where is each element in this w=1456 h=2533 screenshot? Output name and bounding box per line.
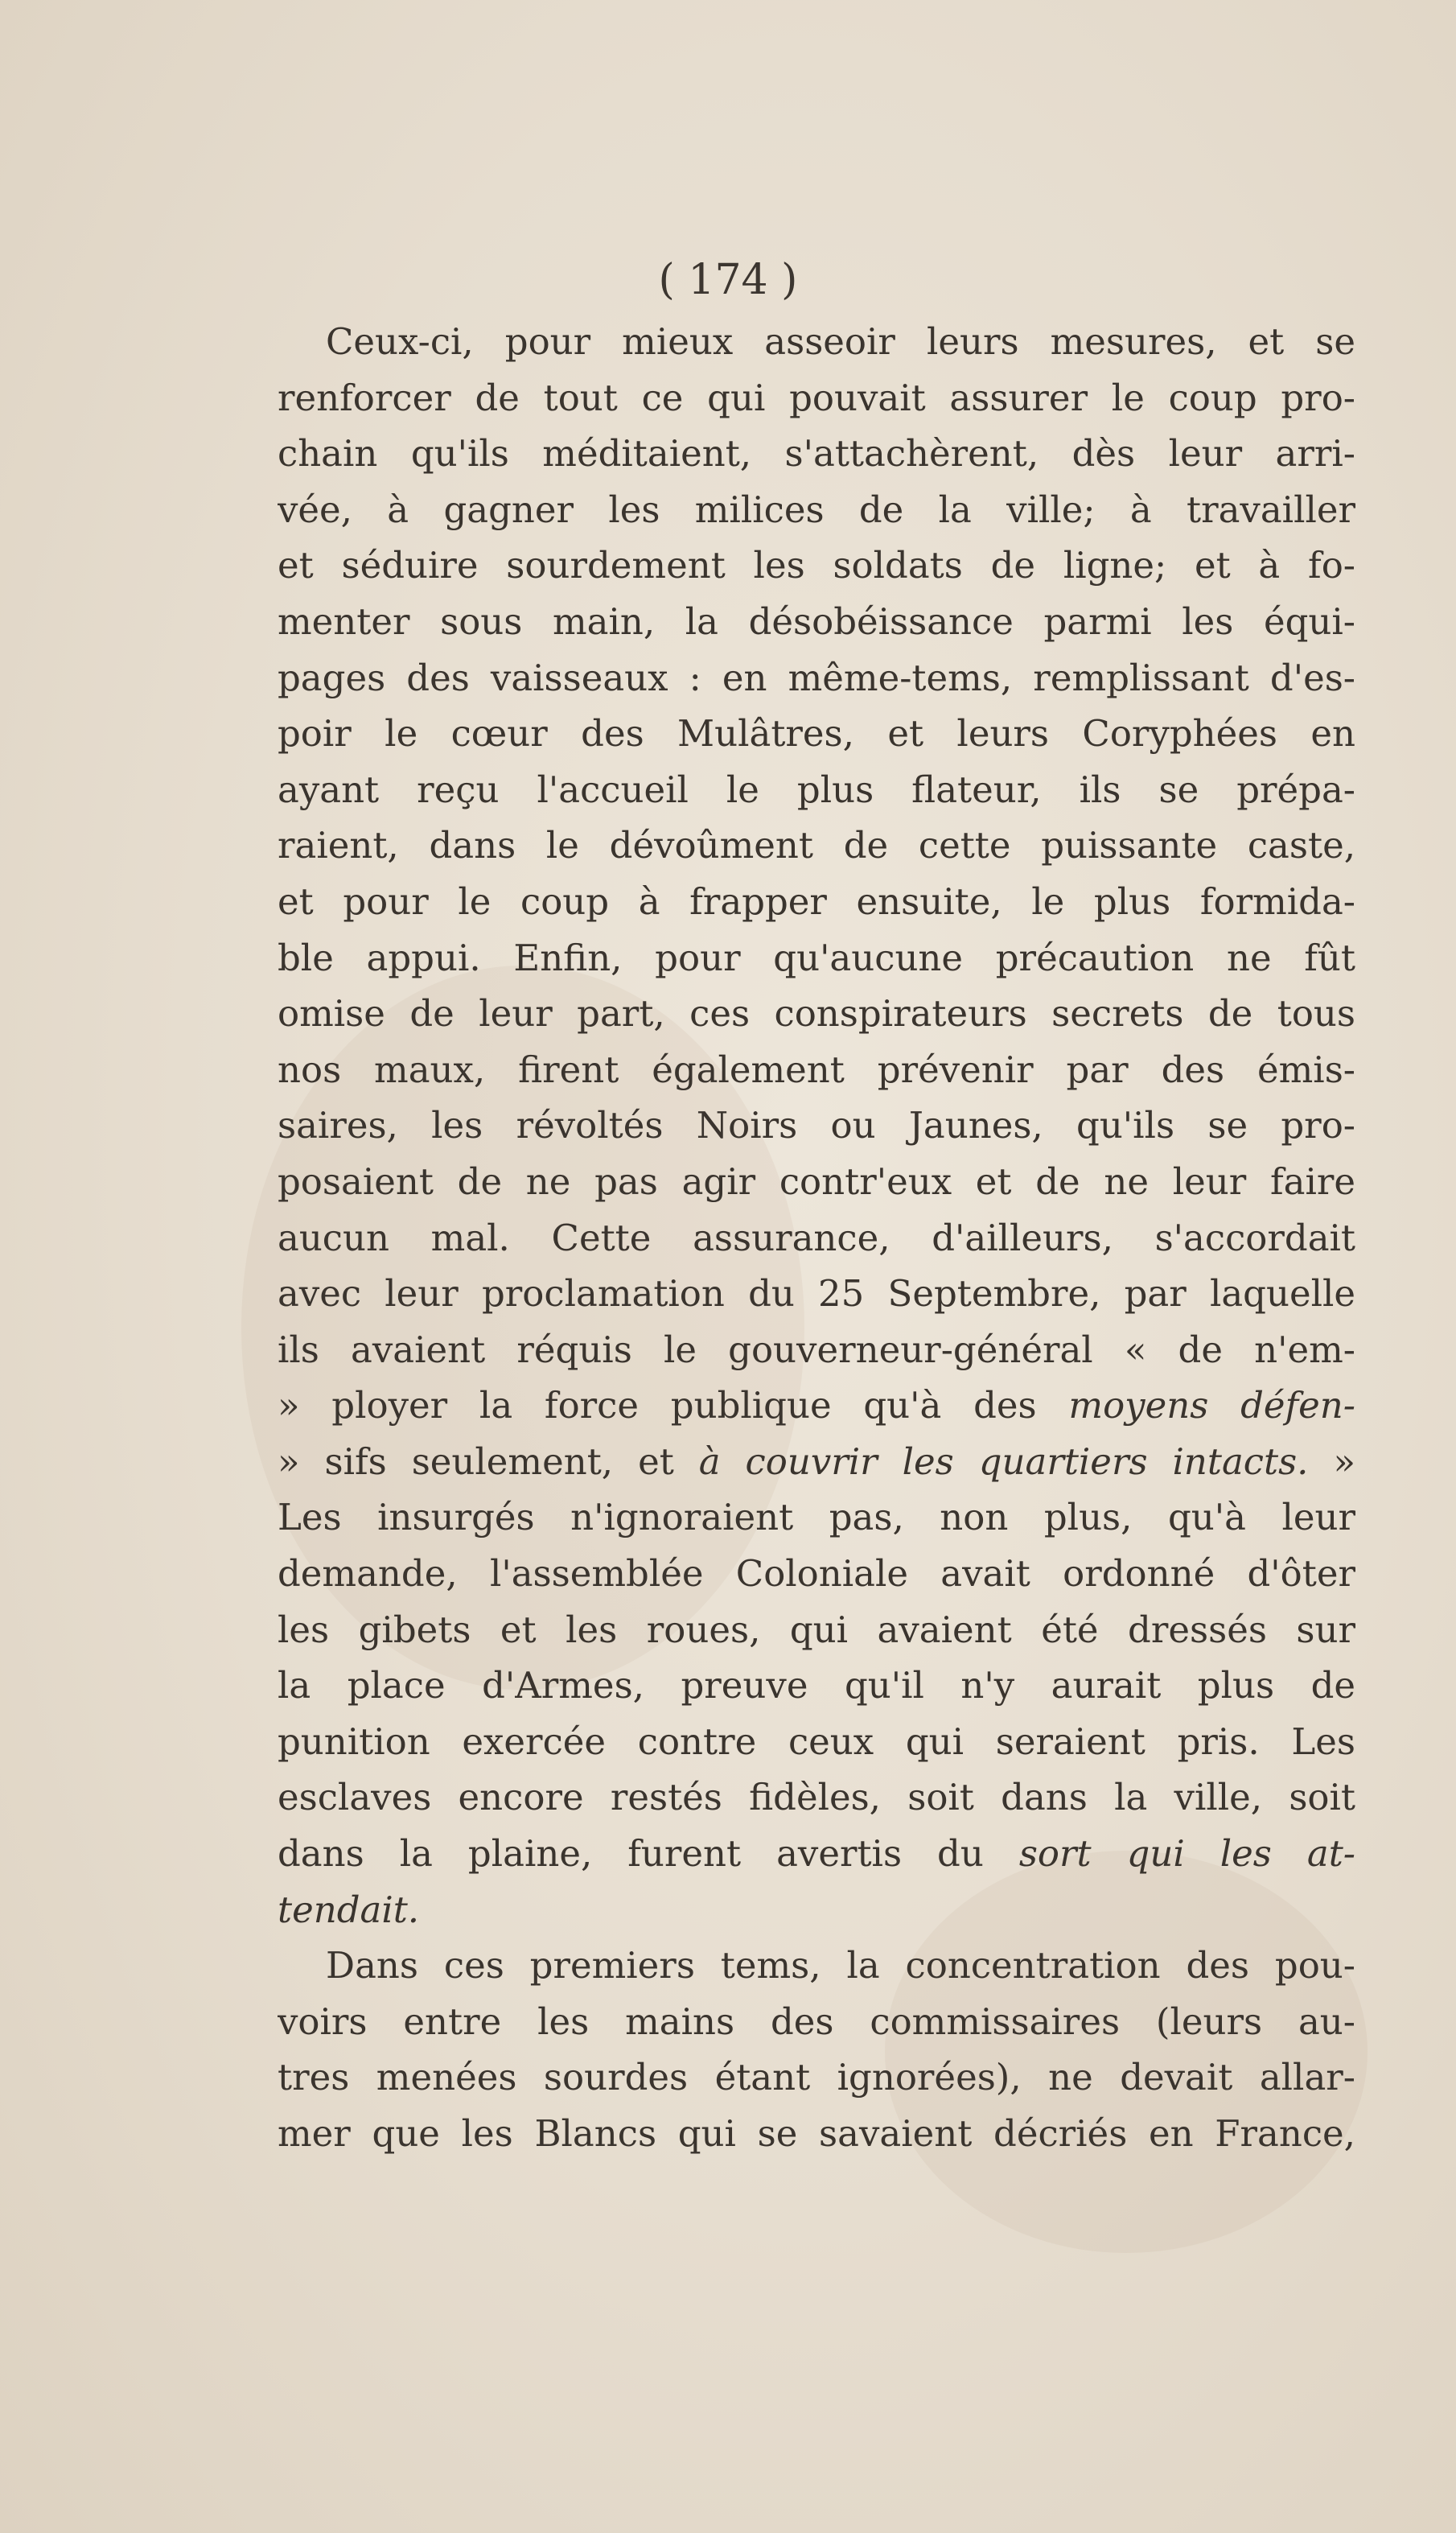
text-line xyxy=(278,2049,1355,2106)
line-text: menter sous main, la désobéissance parmi les équi- xyxy=(278,599,1355,643)
text-line xyxy=(278,1826,1355,1882)
line-text: ayant reçu l'accueil le plus flateur, ils se prépa- xyxy=(278,768,1355,811)
text-line xyxy=(278,650,1355,706)
text-line xyxy=(278,314,1355,370)
line-text: omise de leur part, ces conspirateurs secrets de tous xyxy=(278,992,1355,1036)
line-text: raient, dans le dévoûment de cette puissante caste, xyxy=(278,824,1355,867)
text-line xyxy=(278,1489,1355,1546)
text-line xyxy=(278,1602,1355,1658)
text-line xyxy=(278,1434,1355,1490)
line-text: dans la plaine, furent avertis du xyxy=(278,1832,1019,1876)
text-line xyxy=(278,930,1355,986)
text-line xyxy=(278,818,1355,874)
line-text: et pour le coup à frapper ensuite, le plus formida- xyxy=(278,879,1355,923)
italic-text: moyens défen- xyxy=(1068,1384,1355,1427)
line-text: aucun mal. Cette assurance, d'ailleurs, s'accordait xyxy=(278,1216,1355,1259)
line-text: avec leur proclamation du 25 Septembre, par laquelle xyxy=(278,1272,1355,1316)
text-line xyxy=(278,762,1355,818)
text-line xyxy=(278,1154,1355,1210)
line-text: et séduire sourdement les soldats de ligne; et à fo- xyxy=(278,544,1355,587)
text-line xyxy=(278,1994,1355,2050)
line-text: pages des vaisseaux : en même-tems, remplissant d'es- xyxy=(278,656,1355,699)
line-text: posaient de ne pas agir contr'eux et de ne leur faire xyxy=(278,1159,1355,1203)
text-line xyxy=(278,482,1355,538)
line-text: demande, l'assemblée Coloniale avait ordonné d'ôter xyxy=(278,1552,1355,1596)
text-line xyxy=(278,1546,1355,1602)
line-text: ils avaient réquis le gouverneur-général « de n'em- xyxy=(278,1328,1355,1371)
line-text: ble appui. Enfin, pour qu'aucune précaution ne fût xyxy=(278,936,1355,979)
text-line xyxy=(278,1938,1355,1994)
line-text: poir le cœur des Mulâtres, et leurs Coryphées en xyxy=(278,712,1355,756)
line-text: mer que les Blancs qui se savaient décriés en France, xyxy=(278,2112,1355,2155)
line-text: Dans ces premiers tems, la concentration des pou- xyxy=(326,1944,1355,1987)
page-number: ( 174 ) xyxy=(658,256,798,304)
text-line xyxy=(278,1266,1355,1322)
line-text: nos maux, firent également prévenir par des émis- xyxy=(278,1048,1355,1091)
text-line xyxy=(278,1658,1355,1714)
text-line xyxy=(278,986,1355,1042)
line-text: voirs entre les mains des commissaires (leurs au- xyxy=(278,2000,1355,2043)
text-line xyxy=(278,2106,1355,2162)
text-line xyxy=(278,1322,1355,1378)
body-text xyxy=(278,314,1355,2162)
line-text: renforcer de tout ce qui pouvait assurer le coup pro- xyxy=(278,376,1355,419)
line-text: » ployer la force publique qu'à des xyxy=(278,1384,1069,1427)
italic-text: tendait. xyxy=(278,1888,420,1931)
text-line xyxy=(278,1042,1355,1098)
text-line xyxy=(278,370,1355,426)
line-text: esclaves encore restés fidèles, soit dans la ville, soit xyxy=(278,1776,1355,1819)
line-text: tres menées sourdes étant ignorées), ne devait allar- xyxy=(278,2056,1355,2099)
text-line xyxy=(278,1769,1355,1826)
line-text: vée, à gagner les milices de la ville; à travailler xyxy=(278,488,1355,531)
italic-text: à couvrir les quartiers intacts. xyxy=(698,1439,1309,1483)
text-line xyxy=(278,1098,1355,1154)
text-line xyxy=(278,1210,1355,1266)
text-line xyxy=(278,1378,1355,1434)
line-text-after: » xyxy=(1308,1439,1355,1483)
line-text: la place d'Armes, preuve qu'il n'y aurait plus de xyxy=(278,1664,1355,1707)
text-line xyxy=(278,426,1355,482)
text-line xyxy=(278,594,1355,650)
text-line xyxy=(278,874,1355,930)
line-text: Les insurgés n'ignoraient pas, non plus, qu'à leur xyxy=(278,1496,1355,1539)
line-text: chain qu'ils méditaient, s'attachèrent, dès leur arri- xyxy=(278,432,1355,476)
line-text: » sifs seulement, et xyxy=(278,1439,699,1483)
line-text: les gibets et les roues, qui avaient été dressés sur xyxy=(278,1608,1355,1651)
text-line xyxy=(278,1882,1355,1938)
italic-text: sort qui les at- xyxy=(1018,1832,1355,1876)
text-line xyxy=(278,706,1355,762)
line-text: saires, les révoltés Noirs ou Jaunes, qu'ils se pro- xyxy=(278,1104,1355,1147)
text-line xyxy=(278,537,1355,594)
line-text: Ceux-ci, pour mieux asseoir leurs mesures, et se xyxy=(326,320,1355,363)
text-line xyxy=(278,1714,1355,1770)
line-text: punition exercée contre ceux qui seraient pris. Les xyxy=(278,1720,1355,1763)
